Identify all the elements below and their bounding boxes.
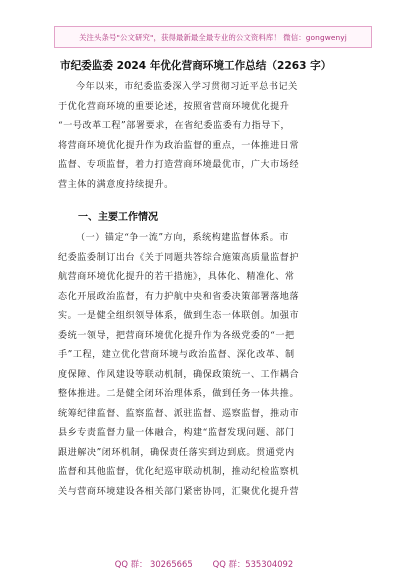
document-title: 市纪委监委 2024 年优化营商环境工作总结（2263 字） — [60, 60, 332, 72]
main-line: 整体推进。二是健全闭环治理体系，做到任务一体共推。 — [58, 389, 300, 399]
intro-line: 于优化营商环境的重要论述，按照省营商环境优化提升 — [58, 101, 290, 112]
intro-line: 将营商环境优化提升作为政治监督的重点，一体推进日常 — [58, 140, 300, 151]
main-line: 关与营商环境建设各相关部门紧密协同，汇聚优化提升营 — [58, 486, 300, 497]
intro-line: 监督、专项监督，着力打造营商环境最优市，广大市场经 — [58, 160, 300, 170]
promo-banner — [54, 26, 372, 48]
main-line: 统筹纪律监督、监察监督、派驻监督、巡察监督，推动市 — [58, 408, 300, 419]
main-line: 监督和其他监督，优化纪巡审联动机制，推动纪检监察机 — [58, 467, 300, 477]
main-line: 手”工程，建立优化营商环境与政治监督、深化改革、制 — [58, 350, 295, 360]
footer-contact — [0, 558, 408, 572]
main-line: 度保障、作风建设等联动机制，确保政策统一、工作耦合 — [58, 369, 300, 380]
section-heading: 一、主要工作情况 — [78, 212, 158, 223]
main-line: （一）锚定“争一流”方向，系统构建监督体系。市 — [76, 233, 289, 243]
main-line: 纪委监委制订出台《关于同题共答综合施策高质量监督护 — [58, 252, 300, 263]
main-line: 态化开展政治监督，有力护航中央和省委决策部署落地落 — [58, 291, 300, 302]
main-line: 委统一领导，把营商环境优化提升作为各级党委的“一把 — [58, 330, 295, 341]
footer-qq-group-2: QQ 群：535304092 — [212, 559, 294, 569]
intro-line: “一号改革工程”部署要求，在省纪委监委有力指导下， — [58, 121, 291, 131]
footer-qq-group-1: QQ 群： 30265665 — [114, 559, 193, 569]
intro-paragraph — [58, 78, 354, 195]
intro-line: 营主体的满意度持续提升。 — [58, 179, 174, 190]
main-paragraph — [58, 229, 354, 502]
main-line: 航营商环境优化提升的若干措施》，具体化、精准化、常 — [58, 272, 295, 282]
intro-line: 今年以来，市纪委监委深入学习贯彻习近平总书记关 — [76, 82, 298, 92]
main-line: 跟进解决”闭环机制，确保责任落实到边到底。贯通党内 — [58, 447, 295, 458]
main-line: 县乡专责监督力量一体融合，构建“监督发现问题、部门 — [58, 428, 295, 438]
main-line: 实。一是健全组织领导体系，做到生态一体联创。加强市 — [58, 311, 300, 321]
promo-banner-text: 关注头条号"公文研究"，获得最新最全最专业的公文资料库！ 微信：gongwenyj — [79, 32, 347, 42]
